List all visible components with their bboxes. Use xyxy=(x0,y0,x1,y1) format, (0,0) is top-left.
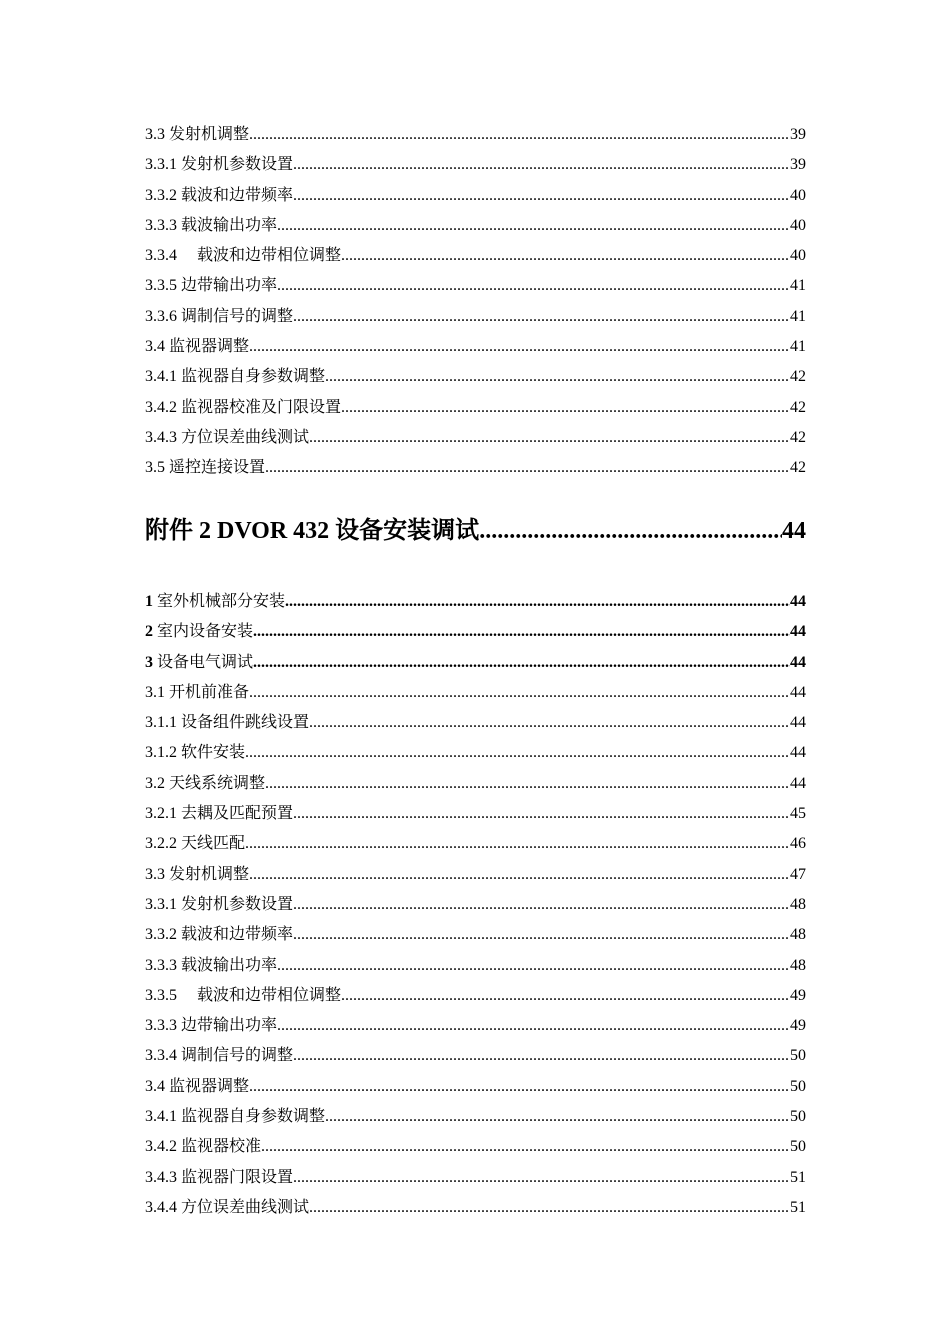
toc-entry[interactable] xyxy=(145,922,806,952)
toc-entry[interactable] xyxy=(145,650,806,680)
toc-entry[interactable] xyxy=(145,395,806,425)
toc-leader-dots xyxy=(277,1013,790,1039)
toc-leader-dots xyxy=(245,831,790,857)
toc-entry-label: 3.5 遥控连接设置 xyxy=(145,459,266,477)
toc-leader-dots xyxy=(277,273,790,299)
toc-entry-page: 42 xyxy=(790,398,806,416)
toc-leader-dots xyxy=(293,304,790,330)
toc-leader-dots xyxy=(325,1104,790,1130)
toc-entry[interactable] xyxy=(145,1043,806,1073)
toc-entry-label: 3.3.5 载波和边带相位调整 xyxy=(145,986,342,1004)
toc-entry-page: 41 xyxy=(790,277,806,295)
toc-entry[interactable] xyxy=(145,710,806,740)
toc-entry[interactable] xyxy=(145,983,806,1013)
toc-leader-dots xyxy=(265,771,790,797)
toc-entry-page: 44 xyxy=(790,653,806,671)
toc-entry-text: 室外机械部分安装 xyxy=(153,593,286,610)
toc-entry-page: 48 xyxy=(790,926,806,944)
toc-entry-page: 40 xyxy=(790,247,806,265)
toc-entry-label: 3.1.1 设备组件跳线设置 xyxy=(145,714,310,732)
toc-leader-dots xyxy=(249,862,790,888)
toc-heading-page: 44 xyxy=(782,518,806,544)
toc-entry-label: 3.3 发射机调整 xyxy=(145,126,250,143)
toc-entry-number: 1 xyxy=(145,593,153,610)
toc-entry-label: 3.4 监视器调整 xyxy=(145,1077,250,1095)
toc-entry-label xyxy=(145,650,253,676)
toc-entry-label: 3.2 天线系统调整 xyxy=(145,774,266,792)
toc-entry-page: 40 xyxy=(790,216,806,234)
toc-entry-label: 3.3.3 边带输出功率 xyxy=(145,1017,278,1035)
toc-leader-dots xyxy=(293,1043,790,1069)
toc-leader-dots xyxy=(277,953,790,979)
toc-entry-page: 39 xyxy=(790,156,806,174)
toc-leader-dots xyxy=(309,425,790,451)
toc-entry[interactable] xyxy=(145,1074,806,1104)
toc-entry[interactable] xyxy=(145,1013,806,1043)
toc-entry-label xyxy=(145,619,253,645)
toc-entry-label: 3.3.6 调制信号的调整 xyxy=(145,307,294,325)
toc-heading-label: 附件 2 DVOR 432 设备安装调试 xyxy=(145,518,480,544)
toc-entry-label: 3.3.1 发射机参数设置 xyxy=(145,156,294,174)
toc-entry-text: 设备电气调试 xyxy=(153,653,254,671)
toc-entry-page: 41 xyxy=(790,307,806,325)
toc-entry[interactable] xyxy=(145,364,806,394)
toc-entry-label: 3.1.2 软件安装 xyxy=(145,744,246,762)
toc-entry-page: 51 xyxy=(790,1168,806,1186)
toc-leader-dots xyxy=(253,619,790,645)
toc-entry-page: 47 xyxy=(790,865,806,883)
toc-section-2 xyxy=(145,589,806,1225)
toc-leader-dots xyxy=(309,710,790,736)
toc-entry[interactable] xyxy=(145,425,806,455)
toc-entry-label: 3.3.1 发射机参数设置 xyxy=(145,895,294,913)
toc-entry-page: 50 xyxy=(790,1047,806,1065)
toc-entry-label: 3.2.2 天线匹配 xyxy=(145,835,246,853)
toc-entry-page: 44 xyxy=(790,623,806,641)
toc-entry-page: 50 xyxy=(790,1108,806,1126)
toc-section-1 xyxy=(145,122,806,486)
toc-entry[interactable] xyxy=(145,771,806,801)
toc-leader-dots xyxy=(261,1134,790,1160)
toc-leader-dots xyxy=(293,801,790,827)
toc-leader-dots xyxy=(293,1165,790,1191)
toc-entry-label: 3.4.2 监视器校准及门限设置 xyxy=(145,398,342,416)
toc-entry[interactable] xyxy=(145,213,806,243)
toc-entry[interactable] xyxy=(145,892,806,922)
toc-leader-dots xyxy=(325,364,790,390)
toc-leader-dots xyxy=(277,213,790,239)
toc-leader-dots xyxy=(341,243,790,269)
toc-leader-dots xyxy=(285,589,790,615)
toc-entry-page: 44 xyxy=(790,593,806,610)
toc-entry[interactable] xyxy=(145,334,806,364)
toc-entry-page: 44 xyxy=(790,683,806,701)
toc-entry-label: 3.3.2 载波和边带频率 xyxy=(145,926,294,944)
toc-entry[interactable] xyxy=(145,619,806,649)
toc-entry-page: 44 xyxy=(790,774,806,792)
toc-entry-label: 3.4.3 方位误差曲线测试 xyxy=(145,428,310,446)
toc-entry-label: 3.3.4 载波和边带相位调整 xyxy=(145,247,342,265)
toc-entry[interactable] xyxy=(145,1134,806,1164)
toc-entry[interactable] xyxy=(145,953,806,983)
toc-entry-label: 3.4.4 方位误差曲线测试 xyxy=(145,1198,310,1216)
toc-entry-label: 3.3.5 边带输出功率 xyxy=(145,277,278,295)
toc-leader-dots xyxy=(249,680,790,706)
toc-entry-page: 45 xyxy=(790,805,806,823)
toc-entry-label: 3.3.3 载波输出功率 xyxy=(145,216,278,234)
toc-entry[interactable] xyxy=(145,1165,806,1195)
toc-leader-dots xyxy=(293,183,790,209)
toc-entry-page: 50 xyxy=(790,1077,806,1095)
toc-leader-dots xyxy=(249,1074,790,1100)
toc-entry-label: 3.4.3 监视器门限设置 xyxy=(145,1168,294,1186)
toc-entry-label: 3.4.1 监视器自身参数调整 xyxy=(145,368,326,386)
toc-entry-page: 48 xyxy=(790,895,806,913)
toc-entry-page: 42 xyxy=(790,368,806,386)
toc-entry-page: 49 xyxy=(790,1017,806,1035)
toc-leader-dots xyxy=(341,983,790,1009)
toc-entry-page: 50 xyxy=(790,1138,806,1156)
toc-entry-page: 49 xyxy=(790,986,806,1004)
toc-entry[interactable] xyxy=(145,1195,806,1225)
toc-entry[interactable] xyxy=(145,304,806,334)
toc-leader-dots xyxy=(341,395,790,421)
toc-leader-dots xyxy=(253,650,790,676)
toc-entry-page: 51 xyxy=(790,1198,806,1216)
toc-entry[interactable] xyxy=(145,455,806,485)
toc-leader-dots xyxy=(249,334,790,360)
toc-entry-text: 室内设备安装 xyxy=(153,623,254,641)
toc-entry-label: 3.2.1 去耦及匹配预置 xyxy=(145,805,294,823)
toc-entry-label: 3.4 监视器调整 xyxy=(145,338,250,356)
toc-entry-page: 44 xyxy=(790,744,806,762)
toc-leader-dots xyxy=(293,152,790,178)
toc-entry[interactable] xyxy=(145,122,806,152)
toc-entry-page: 46 xyxy=(790,835,806,853)
toc-entry-page: 42 xyxy=(790,459,806,477)
toc-entry[interactable] xyxy=(145,243,806,273)
toc-entry-label: 3.1 开机前准备 xyxy=(145,683,250,701)
toc-entry-label: 3.3 发射机调整 xyxy=(145,865,250,883)
toc-entry-number: 2 xyxy=(145,623,153,641)
toc-leader-dots xyxy=(293,892,790,918)
toc-entry-page: 39 xyxy=(790,126,806,143)
toc-leader-dots xyxy=(245,740,790,766)
toc-entry[interactable] xyxy=(145,183,806,213)
toc-entry-page: 42 xyxy=(790,428,806,446)
toc-leader-dots xyxy=(265,455,790,481)
toc-leader-dots xyxy=(293,922,790,948)
toc-entry[interactable] xyxy=(145,273,806,303)
toc-entry[interactable] xyxy=(145,740,806,770)
toc-entry-number: 3 xyxy=(145,653,153,671)
toc-entry-label xyxy=(145,589,285,615)
toc-entry[interactable] xyxy=(145,831,806,861)
toc-entry-page: 40 xyxy=(790,186,806,204)
toc-entry[interactable] xyxy=(145,1104,806,1134)
toc-heading-appendix-2[interactable] xyxy=(145,514,806,548)
toc-leader-dots xyxy=(249,122,790,148)
toc-leader-dots xyxy=(479,514,782,548)
toc-leader-dots xyxy=(309,1195,790,1221)
toc-entry-page: 44 xyxy=(790,714,806,732)
toc-entry-label: 3.3.3 载波输出功率 xyxy=(145,956,278,974)
toc-entry-page: 48 xyxy=(790,956,806,974)
toc-entry-label: 3.4.1 监视器自身参数调整 xyxy=(145,1108,326,1126)
toc-entry[interactable] xyxy=(145,862,806,892)
toc-entry[interactable] xyxy=(145,152,806,182)
toc-entry-page: 41 xyxy=(790,338,806,356)
toc-entry-label: 3.3.2 载波和边带频率 xyxy=(145,186,294,204)
toc-entry[interactable] xyxy=(145,801,806,831)
toc-entry[interactable] xyxy=(145,589,806,619)
toc-entry[interactable] xyxy=(145,680,806,710)
toc-entry-label: 3.3.4 调制信号的调整 xyxy=(145,1047,294,1065)
toc-entry-label: 3.4.2 监视器校准 xyxy=(145,1138,262,1156)
